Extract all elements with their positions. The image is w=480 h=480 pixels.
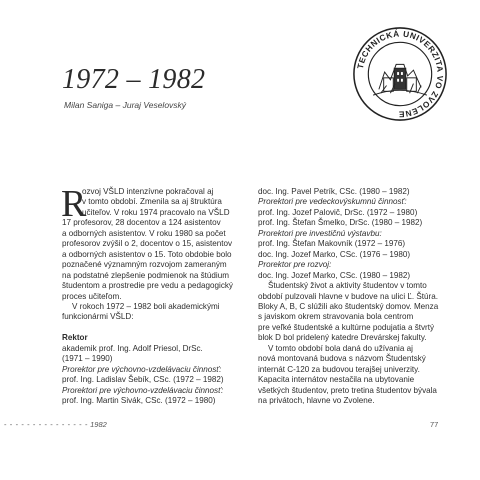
prorektor-name: doc. Ing. Jozef Marko, CSc. (1980 – 1982): [258, 270, 411, 280]
paragraph-line: V rokoch 1972 – 1982 boli akademickými: [72, 301, 220, 311]
paragraph-line: V tomto období bola daná do užívania aj: [268, 343, 413, 353]
paragraph-line: poznačené významným rozvojom zameraným: [62, 260, 227, 270]
paragraph-line: študentom a prostredie pre vedu a pedagogický: [62, 281, 233, 291]
paragraph-line: učiteľov. V roku 1974 pracovalo na VŠLD: [82, 207, 230, 217]
paragraph-line: blok D bol pridelený katedre Drevárskej fakulty.: [258, 333, 427, 343]
chapter-title: 1972 – 1982: [62, 64, 206, 95]
running-footer: [4, 420, 107, 429]
paragraph-line: ozvoj VŠLD intenzívne pokračoval aj: [82, 187, 214, 196]
paragraph-line: proces učiteľom.: [62, 291, 122, 301]
university-seal: [352, 26, 448, 122]
prorektor-name: prof. Ing. Jozef Palovič, DrSc. (1972 – 1980): [258, 207, 418, 217]
drop-cap: R: [61, 183, 87, 225]
rektor-line: (1971 – 1990): [62, 354, 113, 364]
prorektor-name: doc. Ing. Pavel Petrík, CSc. (1980 – 1982): [258, 187, 410, 196]
prorektor-label: Prorektori pre vedeckovýskumnú činnosť:: [258, 197, 407, 207]
left-text-column: [61, 183, 234, 406]
prorektor-label: Prorektor pre rozvoj:: [258, 260, 332, 270]
paragraph-line: internát C-120 za budovou terajšej univerzity.: [258, 364, 420, 374]
right-text-column: [258, 187, 442, 407]
paragraph-line: s javiskom okrem stravovania bola centrom: [258, 312, 414, 322]
paragraph-line: 17 profesorov, 28 docentov a 124 asistentov: [62, 218, 221, 228]
paragraph-line: a odborných asistentov. V roku 1980 sa počet: [62, 228, 226, 238]
prorektor-name: doc. Ing. Jozef Marko, CSc. (1976 – 1980): [258, 249, 411, 259]
rektor-heading: Rektor: [62, 333, 88, 343]
paragraph-line: Bloky A, B, C slúžili ako študentský domov. Menza: [258, 301, 439, 311]
rektor-line: akademik prof. Ing. Adolf Priesol, DrSc.: [62, 343, 203, 353]
paragraph-line: v tomto období. Zmenila sa aj štruktúra: [82, 197, 222, 207]
prorektor-label: Prorektori pre investičnú výstavbu:: [258, 228, 382, 238]
paragraph-line: Študentský život a aktivity študentov v tomto: [268, 281, 427, 291]
prorektor-name: prof. Ing. Štefan Šmelko, DrSc. (1980 – 1982): [258, 218, 423, 228]
paragraph-line: nová montovaná budova s názvom Študentský: [258, 354, 426, 364]
paragraph-line: funkcionármi VŠLD:: [62, 312, 134, 322]
footer-dashes: - - - - - - - - - - - - - - -: [4, 420, 89, 429]
prorektor-label: Prorektor pre výchovno-vzdelávaciu činnosť:: [62, 364, 222, 374]
seal-castle-drawing: [373, 64, 427, 95]
page-number: 77: [430, 420, 439, 429]
paragraph-line: na podstatné zlepšenie podmienok na štúdium: [62, 270, 229, 280]
paragraph-line: období pulzovali hlavne v budove na ulici Ľ. Štúra.: [258, 291, 438, 301]
footer-label: 1982: [90, 420, 107, 429]
paragraph-line: všetkých študentov, preto tretina študentov bývala: [258, 385, 437, 395]
paragraph-line: profesorov zvýšil o 2, docentov o 15, asistentov: [62, 239, 233, 249]
prorektor-name: prof. Ing. Ladislav Šebík, CSc. (1972 – 1982): [62, 375, 224, 385]
paragraph-line: na privátoch, hlavne vo Zvolene.: [258, 396, 375, 406]
paragraph-line: a odborných asistentov o 15. Toto obdobie bolo: [62, 249, 232, 259]
prorektor-label: Prorektori pre výchovno-vzdelávaciu činnosť:: [62, 385, 224, 395]
chapter-authors: Milan Saniga – Juraj Veselovský: [64, 100, 187, 110]
paragraph-line: Kapacita internátov nestačila na ubytovanie: [258, 375, 415, 385]
seal-text: TECHNICKÁ UNIVERZITA VO ZVOLENE: [355, 29, 445, 119]
prorektor-name: prof. Ing. Štefan Makovník (1972 – 1976): [258, 239, 406, 249]
prorektor-name: prof. Ing. Martin Sivák, CSc. (1972 – 1980): [62, 396, 216, 405]
paragraph-line: pre veľké študentské a kultúrne podujatia a štvrtý: [258, 322, 435, 332]
